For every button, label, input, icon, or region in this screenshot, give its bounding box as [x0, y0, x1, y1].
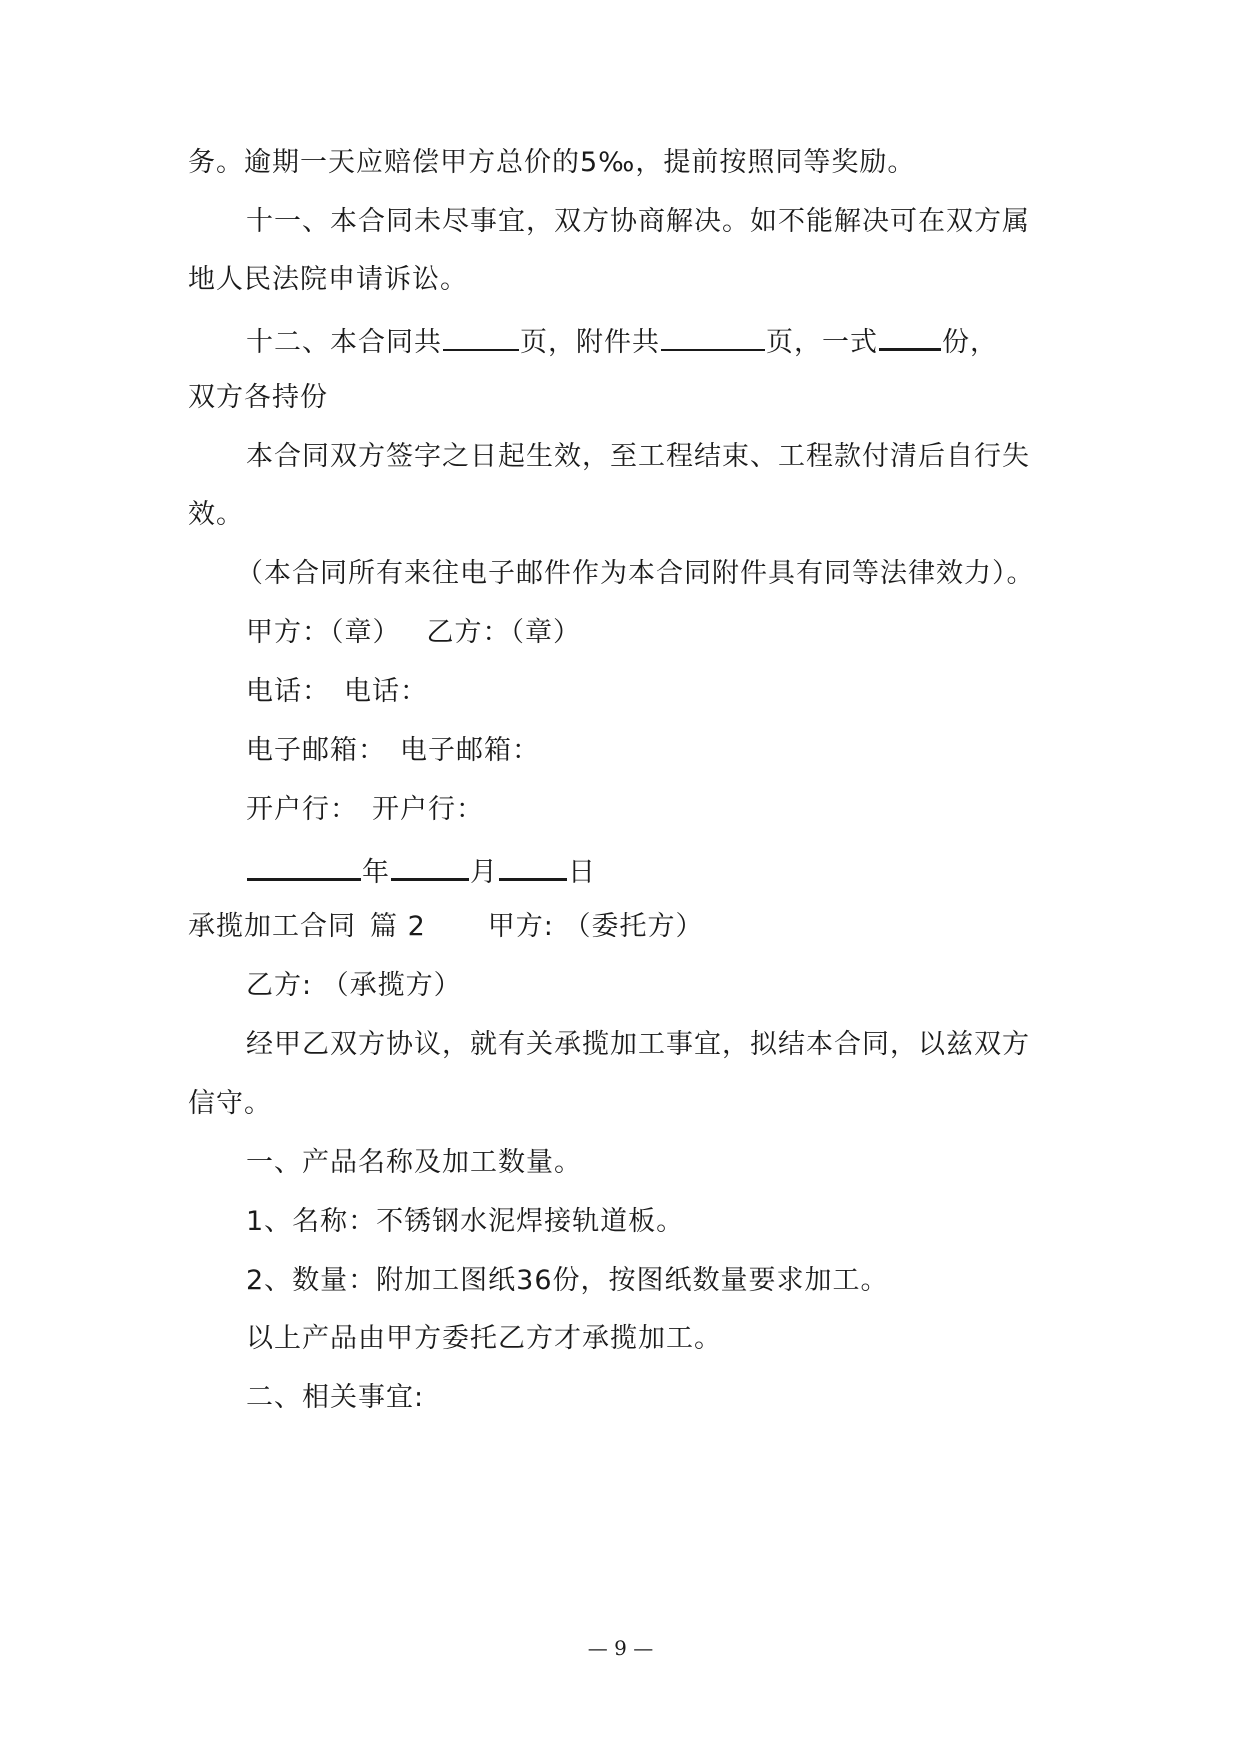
party-a-seal: 甲方：（章） — [246, 617, 401, 648]
party-a-phone-label: 电话： — [246, 676, 330, 707]
product-quantity: 2、数量：附加工图纸36份，按图纸数量要求加工。 — [246, 1265, 889, 1296]
party-b-phone-label: 电话： — [344, 676, 428, 707]
blank-attachment-pages — [661, 323, 765, 351]
clause-12-text-3: 页，一式 — [766, 327, 878, 358]
party-a-client: 甲方: （委托方） — [487, 911, 704, 942]
party-b-contractor: 乙方: （承揽方） — [246, 970, 462, 1001]
effective-line-1: 本合同双方签字之日起生效，至工程结束、工程款付清后自行失 — [246, 441, 1030, 472]
party-a-bank-label: 开户行： — [246, 794, 358, 825]
agreement-line-1: 经甲乙双方协议，就有关承揽加工事宜，拟结本合同，以兹双方 — [246, 1029, 1030, 1060]
date-day: 日 — [568, 857, 596, 888]
paragraph-line: 务。逾期一天应赔偿甲方总价的5‰，提前按照同等奖励。 — [188, 147, 916, 178]
effective-line-2: 效。 — [188, 499, 244, 530]
blank-copies — [879, 322, 941, 351]
blank-year — [247, 852, 361, 881]
party-b-email-label: 电子邮箱： — [400, 735, 540, 766]
product-name: 1、名称：不锈钢水泥焊接轨道板。 — [246, 1206, 685, 1237]
blank-day — [499, 852, 567, 881]
party-b-bank-label: 开户行： — [372, 794, 484, 825]
agreement-line-2: 信守。 — [188, 1088, 272, 1119]
email-note: （本合同所有来往电子邮件作为本合同附件具有同等法律效力）。 — [236, 558, 1035, 589]
clause-12-text-1: 十二、本合同共 — [246, 327, 442, 358]
commission-statement: 以上产品由甲方委托乙方才承揽加工。 — [246, 1323, 722, 1354]
page-number: — 9 — — [587, 1636, 654, 1660]
clause-12-text-2: 页，附件共 — [520, 327, 660, 358]
clause-12-text-4: 份， — [942, 327, 998, 358]
party-b-seal: 乙方：（章） — [426, 617, 581, 648]
bank-line — [246, 793, 484, 827]
signature-line — [246, 616, 581, 650]
clause-11-line-1: 十一、本合同未尽事宜，双方协商解决。如不能解决可在双方属 — [246, 206, 1030, 237]
party-a-email-label: 电子邮箱： — [246, 735, 386, 766]
contract-title: 承揽加工合同 — [188, 911, 356, 942]
clause-12-line-2: 双方各持份 — [188, 382, 328, 413]
date-month: 月 — [470, 857, 498, 888]
date-line — [246, 852, 596, 890]
clause-11-line-2: 地人民法院申请诉讼。 — [188, 264, 468, 295]
section-1-heading: 一、产品名称及加工数量。 — [246, 1147, 582, 1178]
clause-12-line — [246, 322, 998, 360]
phone-line — [246, 675, 428, 709]
contract-section: 篇 2 — [370, 911, 426, 942]
section-2-heading: 二、相关事宜: — [246, 1382, 425, 1413]
blank-pages — [443, 323, 519, 351]
date-year: 年 — [362, 857, 390, 888]
email-line — [246, 734, 540, 768]
blank-month — [391, 852, 469, 881]
contract-heading — [188, 910, 703, 944]
